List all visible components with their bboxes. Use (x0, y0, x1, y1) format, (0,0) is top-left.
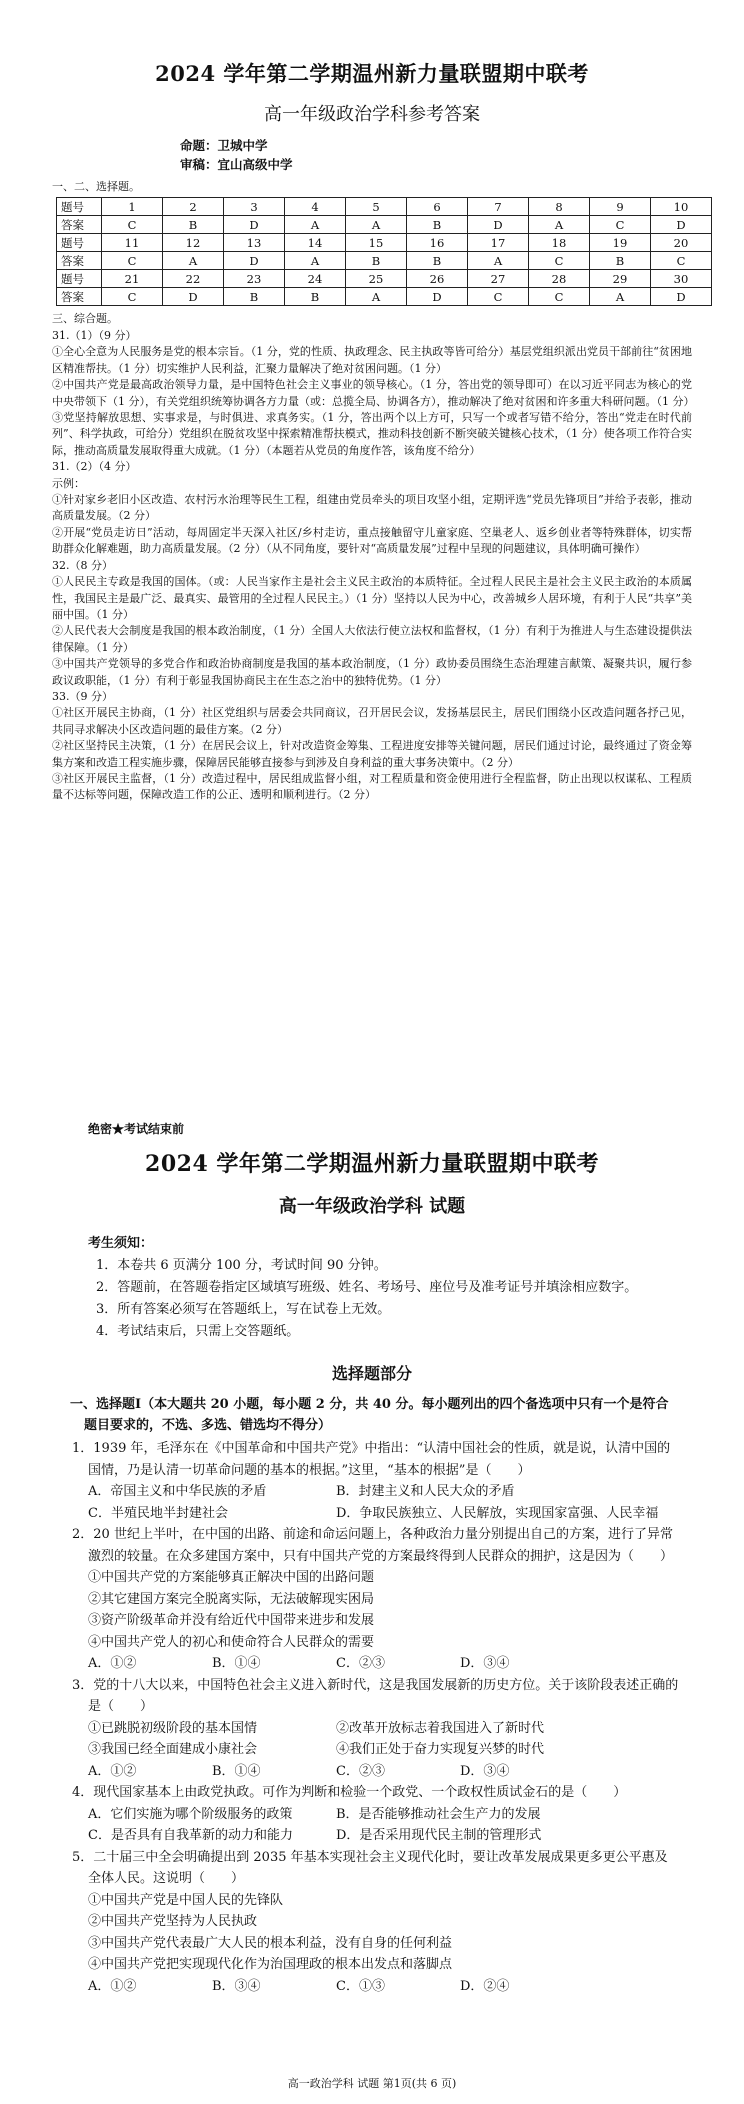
question-1-options-row1 (88, 1481, 680, 1503)
notice-item: 3．所有答案必须写在答题纸上，写在试卷上无效。 (96, 1302, 391, 1317)
answer-table-cell: 14 (285, 234, 346, 252)
question-5-options (88, 1976, 680, 1998)
answer-table-cell: 17 (468, 234, 529, 252)
question-3-items-row2 (88, 1739, 680, 1761)
answer-table-cell: 16 (407, 234, 468, 252)
answer-table-cell: D (651, 288, 712, 306)
answer-table-header-cell: 题号 (57, 270, 102, 288)
notice-list (96, 1255, 744, 1343)
answer-table-header-cell: 题号 (57, 234, 102, 252)
answer-table-cell: 10 (651, 198, 712, 216)
question-2-item: ③资产阶级革命并没有给近代中国带来进步和发展 (88, 1613, 375, 1628)
answer-table-cell: B (285, 288, 346, 306)
option-d: D．③④ (460, 1656, 510, 1671)
question-5-item: ④中国共产党把实现现代化作为治国理政的根本出发点和落脚点 (88, 1957, 453, 1972)
exam-subtitle: 高一年级政治学科 试题 (278, 1196, 466, 1217)
answer-table-cell: B (224, 288, 285, 306)
answer-table-header-cell: 答案 (57, 216, 102, 234)
answer-table-cell: 2 (163, 198, 224, 216)
option-b: B．①④ (212, 1763, 261, 1779)
answer-key-subtitle: 高一年级政治学科参考答案 (264, 104, 480, 125)
answer-key-paragraph: 31.（1）（9 分） (52, 329, 137, 342)
answer-table-cell: A (468, 252, 529, 270)
answer-table-cell: 15 (346, 234, 407, 252)
option-b: B．是否能够推动社会生产力的发展 (336, 1806, 541, 1822)
option-c: C．半殖民地半封建社会 (88, 1505, 228, 1521)
answer-table-cell: C (590, 216, 651, 234)
answer-key-paragraph: ①全心全意为人民服务是党的根本宗旨。（1 分，党的性质、执政理念、民主执政等皆可给分）基层党组织派出党员干部前往“贫困地区精准帮扶。（1 分）切实维护人民利益，汇聚力量解决了绝对贫困问题。（1 分） (52, 345, 692, 375)
exam-title: 2024 学年第二学期温州新力量联盟期中联考 (145, 1151, 599, 1177)
answer-table-row (57, 288, 712, 306)
answer-key-paragraph: ②开展“党员走访日”活动，每周固定半天深入社区/乡村走访，重点接触留守儿童家庭、空巢老人、返乡创业者等特殊群体，切实帮助群众化解难题，助力高质量发展。（2 分）（从不同角度，要针对“高质量发展”过程中呈现的问题建议，具体明确可操作） (52, 525, 692, 556)
answer-table-cell: 13 (224, 234, 285, 252)
author-info (180, 136, 744, 174)
option-c: C．②③ (336, 1656, 385, 1671)
answer-table-cell: 29 (590, 270, 651, 288)
question-4-options-row2 (88, 1825, 680, 1847)
answer-table-cell: 12 (163, 234, 224, 252)
question-2-stem: 2．20 世纪上半叶，在中国的出路、前途和命运问题上，各种政治力量分别提出自己的方案，进行了异常激烈的较量。在众多建国方案中，只有中国共产党的方案最终得到人民群众的拥护，这是因为（ ） (72, 1527, 674, 1564)
question-2-item: ④中国共产党人的初心和使命符合人民群众的需要 (88, 1634, 375, 1650)
answer-table-cell: C (468, 288, 529, 306)
answer-key-paragraph: ②社区坚持民主决策，（1 分）在居民会议上，针对改造资金筹集、工程进度安排等关键问题，居民们通过讨论，最终通过了资金筹集方案和改造工程实施步骤，保障居民能够直接参与到涉及自身利益的重大事务决策中。（2 分） (52, 739, 692, 769)
answer-table-cell: C (102, 252, 163, 270)
answer-table-cell: 6 (407, 198, 468, 216)
question-3-item: ③我国已经全面建成小康社会 (88, 1742, 258, 1757)
answer-table-cell: 22 (163, 270, 224, 288)
question-2-item: ②其它建国方案完全脱离实际，无法破解现实困局 (88, 1591, 375, 1607)
answer-table-cell: D (163, 288, 224, 306)
answer-table-row (57, 234, 712, 252)
answer-key-paragraph: ①社区开展民主协商，（1 分）社区党组织与居委会共同商议，召开居民会议，发扬基层民主，居民们围绕小区改造问题各抒己见，共同寻求解决小区改造问题的最佳方案。（2 分） (52, 706, 692, 736)
answer-table-cell: 27 (468, 270, 529, 288)
answer-table-cell: A (285, 216, 346, 234)
answer-table-cell: B (346, 252, 407, 270)
answer-table-row (57, 252, 712, 270)
answer-key-paragraph: ①人民民主专政是我国的国体。（或：人民当家作主是社会主义民主政治的本质特征。全过程人民民主是社会主义民主政治的本质属性，我国民主是最广泛、最真实、最管用的全过程人民民主。）（1 分）坚持以人民为中心，改善城乡人居环境，有利于人民“共享”美丽中国。（1 分） (52, 575, 692, 621)
question-3-item: ①已跳脱初级阶段的基本国情 (88, 1720, 258, 1736)
answer-table-row (57, 216, 712, 234)
answer-table-cell: B (590, 252, 651, 270)
answer-table-cell: D (651, 216, 712, 234)
question-4-stem: 4．现代国家基本上由政党执政。可作为判断和检验一个政党、一个政权性质试金石的是（ ） (72, 1785, 627, 1800)
answer-table-cell: 4 (285, 198, 346, 216)
option-c: C．①③ (336, 1978, 385, 1994)
question-5-item: ②中国共产党坚持为人民执政 (88, 1914, 258, 1929)
confidential-label: 绝密★考试结束前 (88, 1122, 185, 1136)
answer-table-cell: B (407, 216, 468, 234)
answer-table-header-cell: 答案 (57, 252, 102, 270)
answer-key-paragraph: ③社区开展民主监督，（1 分）改造过程中，居民组成监督小组，对工程质量和资金使用进行全程监督，防止出现以权谋私、工程质量不达标等问题，保障改造工作的公正、透明和顺利进行。（2 分） (52, 771, 692, 802)
section-choice-label: 一、二、选择题。 (52, 180, 140, 193)
answer-key-paragraph: ③中国共产党领导的多党合作和政治协商制度是我国的基本政治制度，（1 分）政协委员围绕生态治理建言献策、凝聚共识，履行参政议政职能，（1 分）有利于彰显我国协商民主在生态之治中的独特优势。（1 分） (52, 657, 692, 687)
section-comprehensive-label: 三、综合题。 (52, 312, 118, 325)
question-3-item: ②改革开放标志着我国进入了新时代 (336, 1720, 545, 1736)
answer-table-cell: 23 (224, 270, 285, 288)
option-a: A．①② (88, 1978, 137, 1994)
question-4-options-row1 (88, 1804, 680, 1826)
answer-table-cell: A (590, 288, 651, 306)
question-3-options (88, 1761, 680, 1783)
answer-table-header-cell: 答案 (57, 288, 102, 306)
question-5-item: ③中国共产党代表最广大人民的根本利益，没有自身的任何利益 (88, 1935, 453, 1951)
answer-table-cell: 30 (651, 270, 712, 288)
option-b: B．③④ (212, 1978, 261, 1994)
option-b: B．①④ (212, 1656, 261, 1671)
answer-table-cell: C (102, 216, 163, 234)
answer-table-cell: A (346, 216, 407, 234)
option-d: D．③④ (460, 1763, 510, 1779)
option-a: A．帝国主义和中华民族的矛盾 (88, 1484, 267, 1499)
answer-table-cell: 3 (224, 198, 285, 216)
answer-table-cell: D (224, 216, 285, 234)
question-5-item: ①中国共产党是中国人民的先锋队 (88, 1892, 284, 1908)
answer-key-paragraph: ①针对家乡老旧小区改造、农村污水治理等民生工程，组建由党员牵头的项目攻坚小组，定期评选“党员先锋项目”并给予表彰，推动高质量发展。（2 分） (52, 493, 692, 523)
option-a: A．①② (88, 1763, 137, 1779)
question-2-item: ①中国共产党的方案能够真正解决中国的出路问题 (88, 1570, 375, 1585)
notice-item: 1．本卷共 6 页满分 100 分，考试时间 90 分钟。 (96, 1258, 387, 1273)
answer-key-paragraph: 32.（8 分） (52, 558, 113, 572)
question-list (72, 1438, 680, 1997)
answer-table-cell: D (224, 252, 285, 270)
answer-key-paragraph: ②中国共产党是最高政治领导力量，是中国特色社会主义事业的领导核心。（1 分，答出党的领导即可）在以习近平同志为核心的党中央带领下（1 分），有关党组织统筹协调各方力量（或：总揽全局、协调各方），推动解决了绝对贫困和许多重大科研问题。（1 分） (52, 378, 695, 408)
answer-table-cell: C (529, 288, 590, 306)
answer-table-cell: A (346, 288, 407, 306)
answer-table-cell: 7 (468, 198, 529, 216)
notice-item: 4．考试结束后，只需上交答题纸。 (96, 1324, 300, 1339)
answer-table-cell: 20 (651, 234, 712, 252)
answer-table-cell: C (102, 288, 163, 306)
question-1-stem: 1．1939 年，毛泽东在《中国革命和中国共产党》中指出：“认清中国社会的性质，就是说，认清中国的国情，乃是认清一切革命问题的基本的根据。”这里，“基本的根据”是（ ） (72, 1441, 671, 1478)
option-c: C．是否具有自我革新的动力和能力 (88, 1828, 293, 1843)
answer-key-paragraph: ②人民代表大会制度是我国的根本政治制度，（1 分）全国人大依法行使立法权和监督权，（1 分）有利于为推进人与生态建设提供法律保障。（1 分） (52, 624, 692, 654)
answer-table-cell: A (529, 216, 590, 234)
answer-key-paragraph: ③党坚持解放思想、实事求是，与时俱进、求真务实。（1 分，答出两个以上方可，只写一个或者写错不给分，答出“党走在时代前列”、科学执政，可给分）党组织在脱贫攻坚中探索精准帮扶模式，推动科技创新不断突破关键核心技术，（1 分）使各项工作符合实际，推动高质量发展取得重大成就。（1 分）（本题若从党员的角度作答，该角度不给分） (52, 411, 692, 457)
question-5-stem: 5．二十届三中全会明确提出到 2035 年基本实现社会主义现代化时，要让改革发展成果更多更公平惠及全体人民。这说明（ ） (72, 1849, 668, 1886)
notice-item: 2．答题前，在答题卷指定区域填写班级、姓名、考场号、座位号及准考证号并填涂相应数字。 (96, 1280, 638, 1295)
question-2-options (88, 1653, 680, 1675)
answer-table-cell: 19 (590, 234, 651, 252)
answer-table-cell: A (285, 252, 346, 270)
option-d: D．争取民族独立、人民解放，实现国家富强、人民幸福 (336, 1505, 659, 1521)
answer-table-cell: 24 (285, 270, 346, 288)
answer-table-cell: 26 (407, 270, 468, 288)
question-3-stem: 3．党的十八大以来，中国特色社会主义进入新时代，这是我国发展新的历史方位。关于该阶段表述正确的是（ ） (72, 1677, 679, 1714)
answer-table-cell: C (651, 252, 712, 270)
answer-table-cell: 5 (346, 198, 407, 216)
option-d: D．是否采用现代民主制的管理形式 (336, 1828, 542, 1843)
part-title: 选择题部分 (331, 1364, 412, 1383)
option-d: D．②④ (460, 1978, 510, 1994)
answer-key-paragraph: 33.（9 分） (52, 689, 113, 703)
answer-table (56, 197, 712, 306)
author-line: 命题：卫城中学 (180, 138, 268, 153)
page-footer: 高一政治学科 试题 第1页(共 6 页) (287, 2077, 457, 2090)
reviewer-line: 审稿：宜山高级中学 (180, 157, 293, 172)
answer-table-cell: C (529, 252, 590, 270)
answer-key-body (52, 328, 695, 804)
answer-table-row (57, 198, 712, 216)
answer-table-cell: B (163, 216, 224, 234)
answer-table-cell: 25 (346, 270, 407, 288)
question-3-items-row1 (88, 1718, 680, 1740)
answer-table-cell: 28 (529, 270, 590, 288)
question-3-item: ④我们正处于奋力实现复兴梦的时代 (336, 1742, 545, 1757)
answer-table-cell: 11 (102, 234, 163, 252)
answer-table-cell: D (468, 216, 529, 234)
answer-table-cell: A (163, 252, 224, 270)
answer-key-title: 2024 学年第二学期温州新力量联盟期中联考 (155, 61, 589, 86)
section-instructions: 一、选择题Ⅰ（本大题共 20 小题，每小题 2 分，共 40 分。每小题列出的四个备选项中只有一个是符合题目要求的，不选、多选、错选均不得分） (70, 1397, 669, 1433)
option-a: A．它们实施为哪个阶级服务的政策 (88, 1806, 293, 1822)
option-c: C．②③ (336, 1763, 385, 1779)
answer-key-paragraph: 31.（2）（4 分） (52, 460, 137, 474)
answer-table-cell: 18 (529, 234, 590, 252)
notice-title: 考生须知： (88, 1236, 154, 1251)
answer-table-cell: 21 (102, 270, 163, 288)
answer-key-paragraph: 示例： (52, 476, 85, 490)
answer-table-cell: D (407, 288, 468, 306)
option-a: A．①② (88, 1656, 137, 1671)
option-b: B．封建主义和人民大众的矛盾 (336, 1484, 515, 1499)
answer-table-cell: 1 (102, 198, 163, 216)
question-1-options-row2 (88, 1503, 680, 1525)
answer-table-row (57, 270, 712, 288)
answer-table-cell: B (407, 252, 468, 270)
exam-page (0, 1080, 744, 2104)
answer-table-cell: 8 (529, 198, 590, 216)
answer-table-header-cell: 题号 (57, 198, 102, 216)
answer-table-cell: 9 (590, 198, 651, 216)
